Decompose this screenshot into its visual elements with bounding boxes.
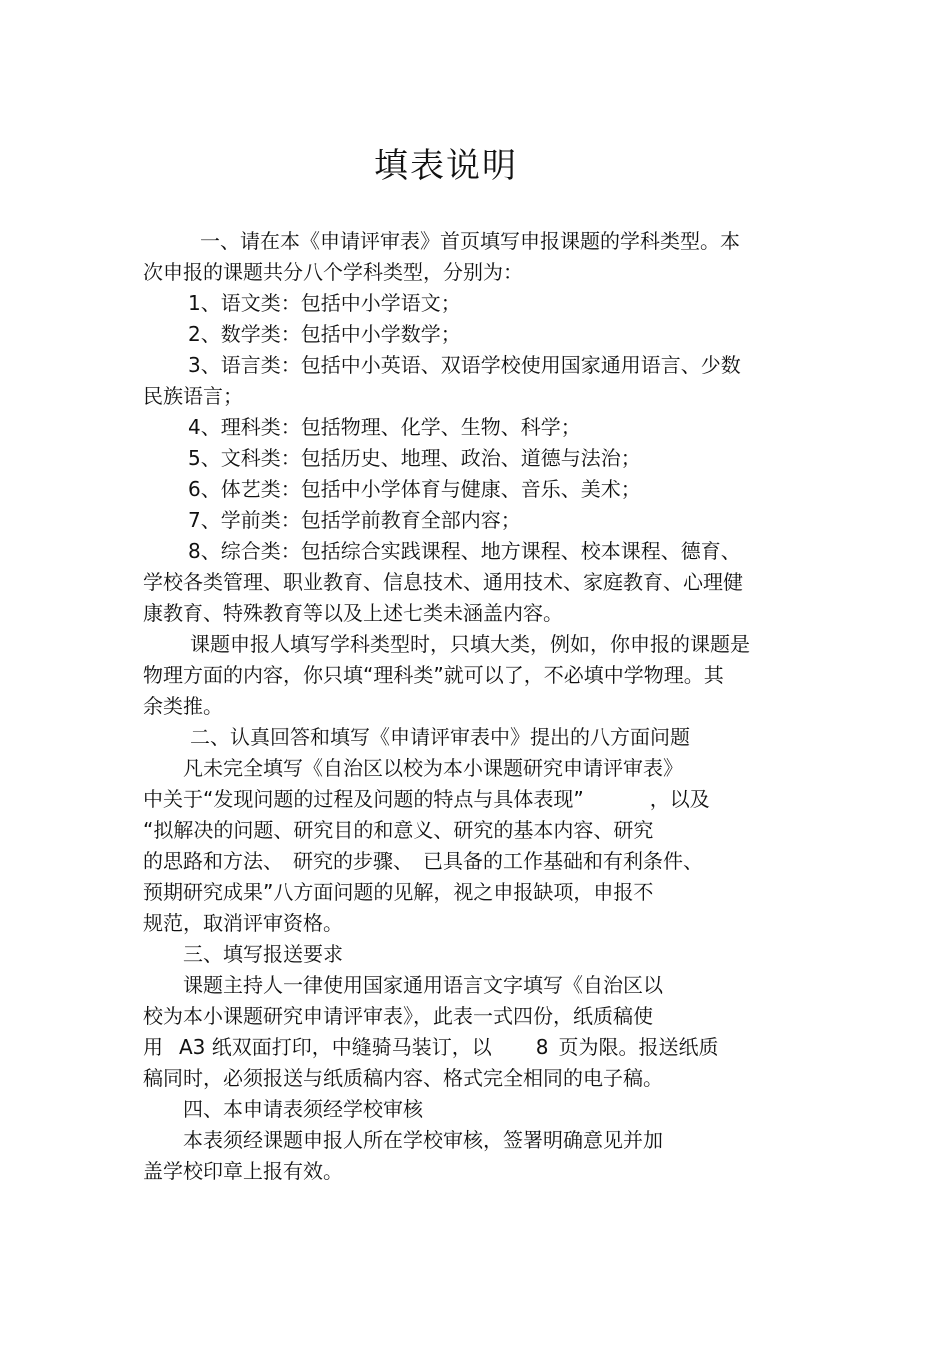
text-line: 民族语言； xyxy=(143,384,243,408)
section-heading: 二、认真回答和填写《申请评审表中》提出的八方面问题 xyxy=(190,725,690,749)
text-fragment: A3 纸双面打印，中缝骑马装订，以 xyxy=(179,1035,492,1059)
text-line: 一、请在本《申请评审表》首页填写申报课题的学科类型。本 xyxy=(200,229,740,253)
text-line: 凡未完全填写《自治区以校为本小课题研究申请评审表》 xyxy=(183,756,683,780)
list-item: 6、体艺类：包括中小学体育与健康、音乐、美术； xyxy=(188,477,641,501)
text-fragment: 页为限。报送纸质 xyxy=(558,1035,719,1059)
page-limit-number: 8 xyxy=(535,1035,549,1059)
text-line: 本表须经课题申报人所在学校审核，签署明确意见并加 xyxy=(183,1128,663,1152)
list-item: 4、理科类：包括物理、化学、生物、科学； xyxy=(188,415,581,439)
text-line: 稿同时，必须报送与纸质稿内容、格式完全相同的电子稿。 xyxy=(143,1066,663,1090)
text-fragment: ，以及 xyxy=(649,787,710,811)
text-line: “拟解决的问题、研究目的和意义、研究的基本内容、研究 xyxy=(143,818,654,842)
list-item: 1、语文类：包括中小学语文； xyxy=(188,291,461,315)
page-title: 填表说明 xyxy=(374,146,518,186)
text-line: 物理方面的内容，你只填“理科类”就可以了，不必填中学物理。其 xyxy=(143,663,724,687)
text-line xyxy=(143,784,823,815)
text-line xyxy=(143,1032,823,1063)
text-line: 课题主持人一律使用国家通用语言文字填写《自治区以 xyxy=(183,973,663,997)
text-fragment: 已具备的工作基础和有利条件、 xyxy=(423,849,703,873)
section-heading: 四、本申请表须经学校审核 xyxy=(183,1097,423,1121)
text-line: 次申报的课题共分八个学科类型，分别为： xyxy=(143,260,523,284)
list-item: 8、综合类：包括综合实践课程、地方课程、校本课程、德育、 xyxy=(188,539,741,563)
text-line: 余类推。 xyxy=(143,694,223,718)
text-line: 课题申报人填写学科类型时，只填大类，例如，你申报的课题是 xyxy=(190,632,750,656)
text-line xyxy=(143,846,823,877)
text-fragment: 用 xyxy=(143,1035,163,1059)
section-heading: 三、填写报送要求 xyxy=(183,942,343,966)
list-item: 2、数学类：包括中小学数学； xyxy=(188,322,461,346)
text-fragment: 的思路和方法、 xyxy=(143,849,283,873)
text-line: 康教育、特殊教育等以及上述七类未涵盖内容。 xyxy=(143,601,563,625)
text-fragment: 中关于“发现问题的过程及问题的特点与具体表现” xyxy=(143,787,584,811)
text-line: 盖学校印章上报有效。 xyxy=(143,1159,343,1183)
list-item: 5、文科类：包括历史、地理、政治、道德与法治； xyxy=(188,446,641,470)
text-line: 预期研究成果”八方面问题的见解，视之申报缺项，申报不 xyxy=(143,880,654,904)
text-line: 规范，取消评审资格。 xyxy=(143,911,343,935)
list-item: 7、学前类：包括学前教育全部内容； xyxy=(188,508,521,532)
text-fragment: 研究的步骤、 xyxy=(293,849,413,873)
text-line: 校为本小课题研究申请评审表》，此表一式四份，纸质稿使 xyxy=(143,1004,653,1028)
instructions-body xyxy=(143,226,823,1187)
text-line: 学校各类管理、职业教育、信息技术、通用技术、家庭教育、心理健 xyxy=(143,570,743,594)
list-item: 3、语言类：包括中小英语、双语学校使用国家通用语言、少数 xyxy=(188,353,741,377)
